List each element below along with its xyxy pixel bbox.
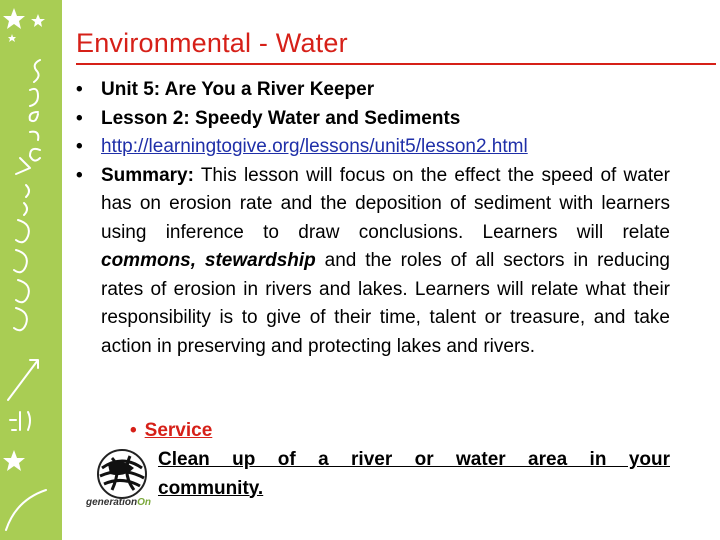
bullet-dot-icon: • xyxy=(76,107,83,129)
summary-text-part1: This lesson will focus on the effect the speed of water has on erosion rate and the deposition of sediment with learners using inference to draw conclusions. Learners will relate xyxy=(101,164,670,243)
service-label: Service xyxy=(144,420,213,441)
bullet-lesson xyxy=(76,105,670,134)
lesson-text: Lesson 2: Speedy Water and Sediments xyxy=(101,107,461,129)
bullet-dot-icon: • xyxy=(76,79,83,100)
bullet-link xyxy=(76,133,670,162)
sub-bullet-service xyxy=(130,417,212,445)
bullet-dot-icon: • xyxy=(130,420,137,441)
summary-text-part2: and the roles of all sectors in reducing rates of erosion in rivers and lakes. Learners will relate what their responsibility is to give of their time, talent or treasure, and take action in preserving and protecting lakes and rivers. xyxy=(101,250,670,357)
bullet-list xyxy=(76,76,670,361)
bullet-dot-icon: • xyxy=(76,136,83,157)
bullet-summary xyxy=(76,162,670,362)
page-title: Environmental - Water xyxy=(76,28,348,58)
bullet-dot-icon: • xyxy=(76,164,83,186)
generation-on-logo-icon xyxy=(82,444,164,520)
bullet-unit xyxy=(76,76,670,105)
unit-text: Unit 5: Are You a River Keeper xyxy=(101,79,375,100)
logo-prefix: generation xyxy=(86,497,138,508)
logo-suffix: On xyxy=(137,497,152,508)
logo-wordmark xyxy=(86,497,151,508)
side-doodles-icon xyxy=(0,0,62,540)
lesson-link[interactable]: http://learningtogive.org/lessons/unit5/lesson2.html xyxy=(101,136,528,157)
title-underline xyxy=(76,63,716,65)
summary-paragraph xyxy=(101,162,670,362)
service-description: Clean up of a river or water area in your community. xyxy=(158,449,670,499)
decorative-side-strip xyxy=(0,0,62,540)
summary-label: Summary: xyxy=(101,164,194,186)
summary-emphasis: commons, stewardship xyxy=(101,250,316,271)
